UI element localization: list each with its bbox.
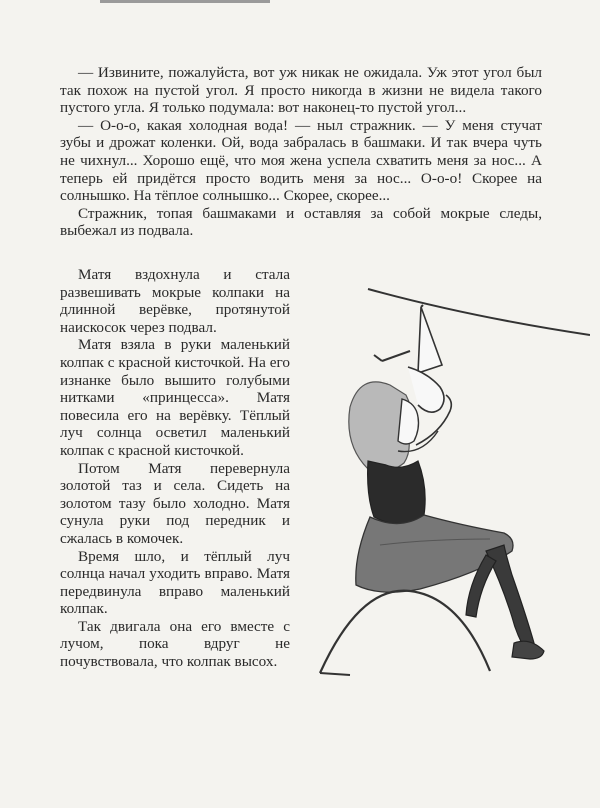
paragraph: — Извините, пожалуйста, вот уж никак не ожидала. Уж этот угол был так похож на пустой угол. Я просто никогда в жизни не видела такого пустого угла. Я только подумала: вот наконец-то пустой угол... (60, 64, 542, 117)
paragraph: Потом Матя перевернула золотой таз и села. Сидеть на золотом тазу было холодно. Матя сунула руки под передник и сжалась в комочек. (60, 459, 290, 547)
paragraph: Время шло, и тёплый луч солнца начал уходить вправо. Матя передвинула вправо маленький колпак. (60, 547, 290, 618)
paragraph: Матя взяла в руки маленький колпак с красной кисточкой. На его изнанке было вышито голубыми нитками «принцесса». Матя повесила его на верёвку. Тёплый луч солнца осветил маленький колпак с красной кисточкой. (60, 336, 290, 459)
top-rule (100, 0, 270, 3)
full-width-text (60, 64, 542, 240)
column-text (60, 266, 290, 671)
paragraph: Так двигала она его вместе с лучом, пока вдруг не почувствовала, что колпак высох. (60, 617, 290, 671)
paragraph: — О-о-о, какая холодная вода! — ныл стражник. — У меня стучат зубы и дрожат коленки. Ой, вода забралась в башмаки. И так вчера чуть не чихнул... Хорошо ещё, что моя жена успела схватить меня за нос... А теперь ей придётся просто водить меня за нос... О-о-о! Скорее на солнышко. На тёплое солнышко... Скорее, скорее... (60, 116, 542, 205)
girl-hanging-cap-icon (290, 255, 590, 695)
paragraph: Стражник, топая башмаками и оставляя за собой мокрые следы, выбежал из подвала. (60, 204, 542, 240)
paragraph: Матя вздохнула и стала развешивать мокрые колпаки на длинной верёвке, протянутой наискосок через подвал. (60, 266, 290, 336)
